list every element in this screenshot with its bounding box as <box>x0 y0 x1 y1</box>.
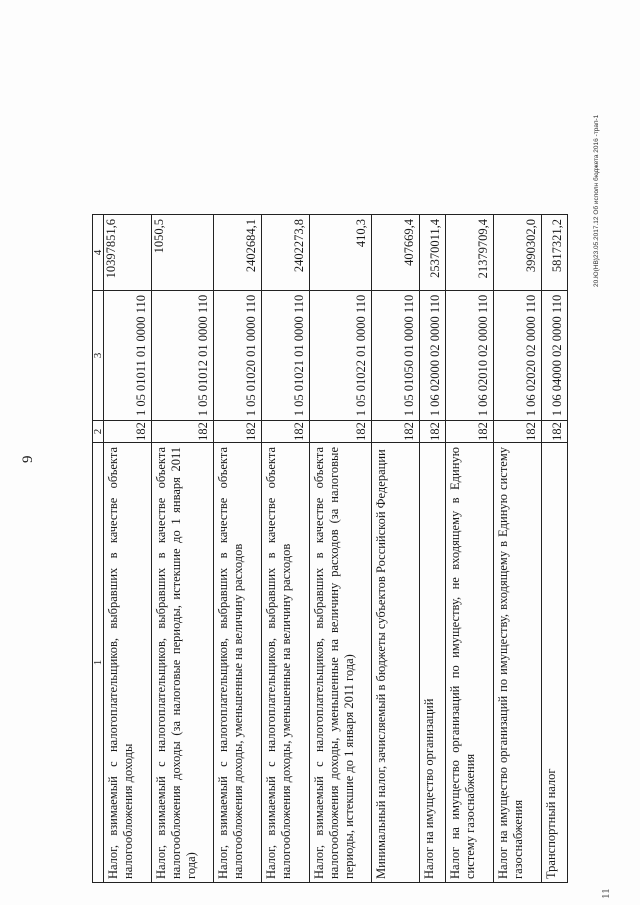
amount: 2402273,8 <box>262 215 310 291</box>
kbk-code: 1 06 02010 02 0000 110 <box>446 291 494 421</box>
side-mark: 11 <box>600 888 612 899</box>
header-col-2: 2 <box>93 421 104 443</box>
header-col-1: 1 <box>93 443 104 883</box>
table-row <box>494 215 542 883</box>
amount: 10397851,6 <box>104 215 152 291</box>
amount: 21379709,4 <box>446 215 494 291</box>
tax-name: Налог на имущество организаций по имуществу, не входящему в Единую систему газоснабжения <box>446 443 494 883</box>
table-header-row <box>93 215 104 883</box>
kbk-code: 1 05 01050 01 0000 110 <box>372 291 420 421</box>
kbk-code: 1 05 01020 01 0000 110 <box>214 291 262 421</box>
table-row <box>446 215 494 883</box>
table-row <box>104 215 152 883</box>
kbk-code: 1 06 04000 02 0000 110 <box>542 291 568 421</box>
table-row <box>420 215 446 883</box>
admin-code: 182 <box>262 421 310 443</box>
header-col-4: 4 <box>93 215 104 291</box>
admin-code: 182 <box>494 421 542 443</box>
table-row <box>372 215 420 883</box>
admin-code: 182 <box>310 421 372 443</box>
amount: 407669,4 <box>372 215 420 291</box>
revenue-table <box>92 214 568 883</box>
table-row <box>214 215 262 883</box>
table-row <box>542 215 568 883</box>
admin-code: 182 <box>542 421 568 443</box>
admin-code: 182 <box>104 421 152 443</box>
amount: 2402684,1 <box>214 215 262 291</box>
kbk-code: 1 06 02000 02 0000 110 <box>420 291 446 421</box>
tax-name: Транспортный налог <box>542 443 568 883</box>
tax-name: Налог, взимаемый с налогоплательщиков, выбравших в качестве объекта налогообложения доходы (за налоговые периоды, истекшие до 1 января 2011 года) <box>152 443 214 883</box>
kbk-code: 1 05 01022 01 0000 110 <box>310 291 372 421</box>
tax-name: Налог на имущество организаций по имуществу, входящему в Единую систему газоснабжения <box>494 443 542 883</box>
amount: 5817321,2 <box>542 215 568 291</box>
admin-code: 182 <box>152 421 214 443</box>
header-col-3: 3 <box>93 291 104 421</box>
tax-name: Налог, взимаемый с налогоплательщиков, выбравших в качестве объекта налогообложения доходы, уменьшенные на величину расходов <box>214 443 262 883</box>
table-row <box>310 215 372 883</box>
amount: 1050,5 <box>152 215 214 291</box>
kbk-code: 1 06 02020 02 0000 110 <box>494 291 542 421</box>
admin-code: 182 <box>420 421 446 443</box>
amount: 25370011,4 <box>420 215 446 291</box>
admin-code: 182 <box>446 421 494 443</box>
kbk-code: 1 05 01012 01 0000 110 <box>152 291 214 421</box>
table-row <box>262 215 310 883</box>
amount: 410,3 <box>310 215 372 291</box>
admin-code: 182 <box>214 421 262 443</box>
kbk-code: 1 05 01011 01 0000 110 <box>104 291 152 421</box>
tax-name: Минимальный налог, зачисляемый в бюджеты субъектов Российской Федерации <box>372 443 420 883</box>
tax-name: Налог, взимаемый с налогоплательщиков, выбравших в качестве объекта налогообложения доходы, уменьшенные на величину расходов <box>262 443 310 883</box>
tax-name: Налог, взимаемый с налогоплательщиков, выбравших в качестве объекта налогообложения доходы, уменьшенные на величину расходов (за налоговые периоды, истекшие до 1 января 2011 года) <box>310 443 372 883</box>
tax-name: Налог, взимаемый с налогоплательщиков, выбравших в качестве объекта налогообложения доходы <box>104 443 152 883</box>
footer-text: 20.Ю(НВ)23.05.2017.12 Об исполн бюджета 2016 -трап-1 <box>593 114 600 287</box>
tax-name: Налог на имущество организаций <box>420 443 446 883</box>
table-row <box>152 215 214 883</box>
amount: 3990302,0 <box>494 215 542 291</box>
kbk-code: 1 05 01021 01 0000 110 <box>262 291 310 421</box>
page-number: 9 <box>20 455 36 463</box>
admin-code: 182 <box>372 421 420 443</box>
